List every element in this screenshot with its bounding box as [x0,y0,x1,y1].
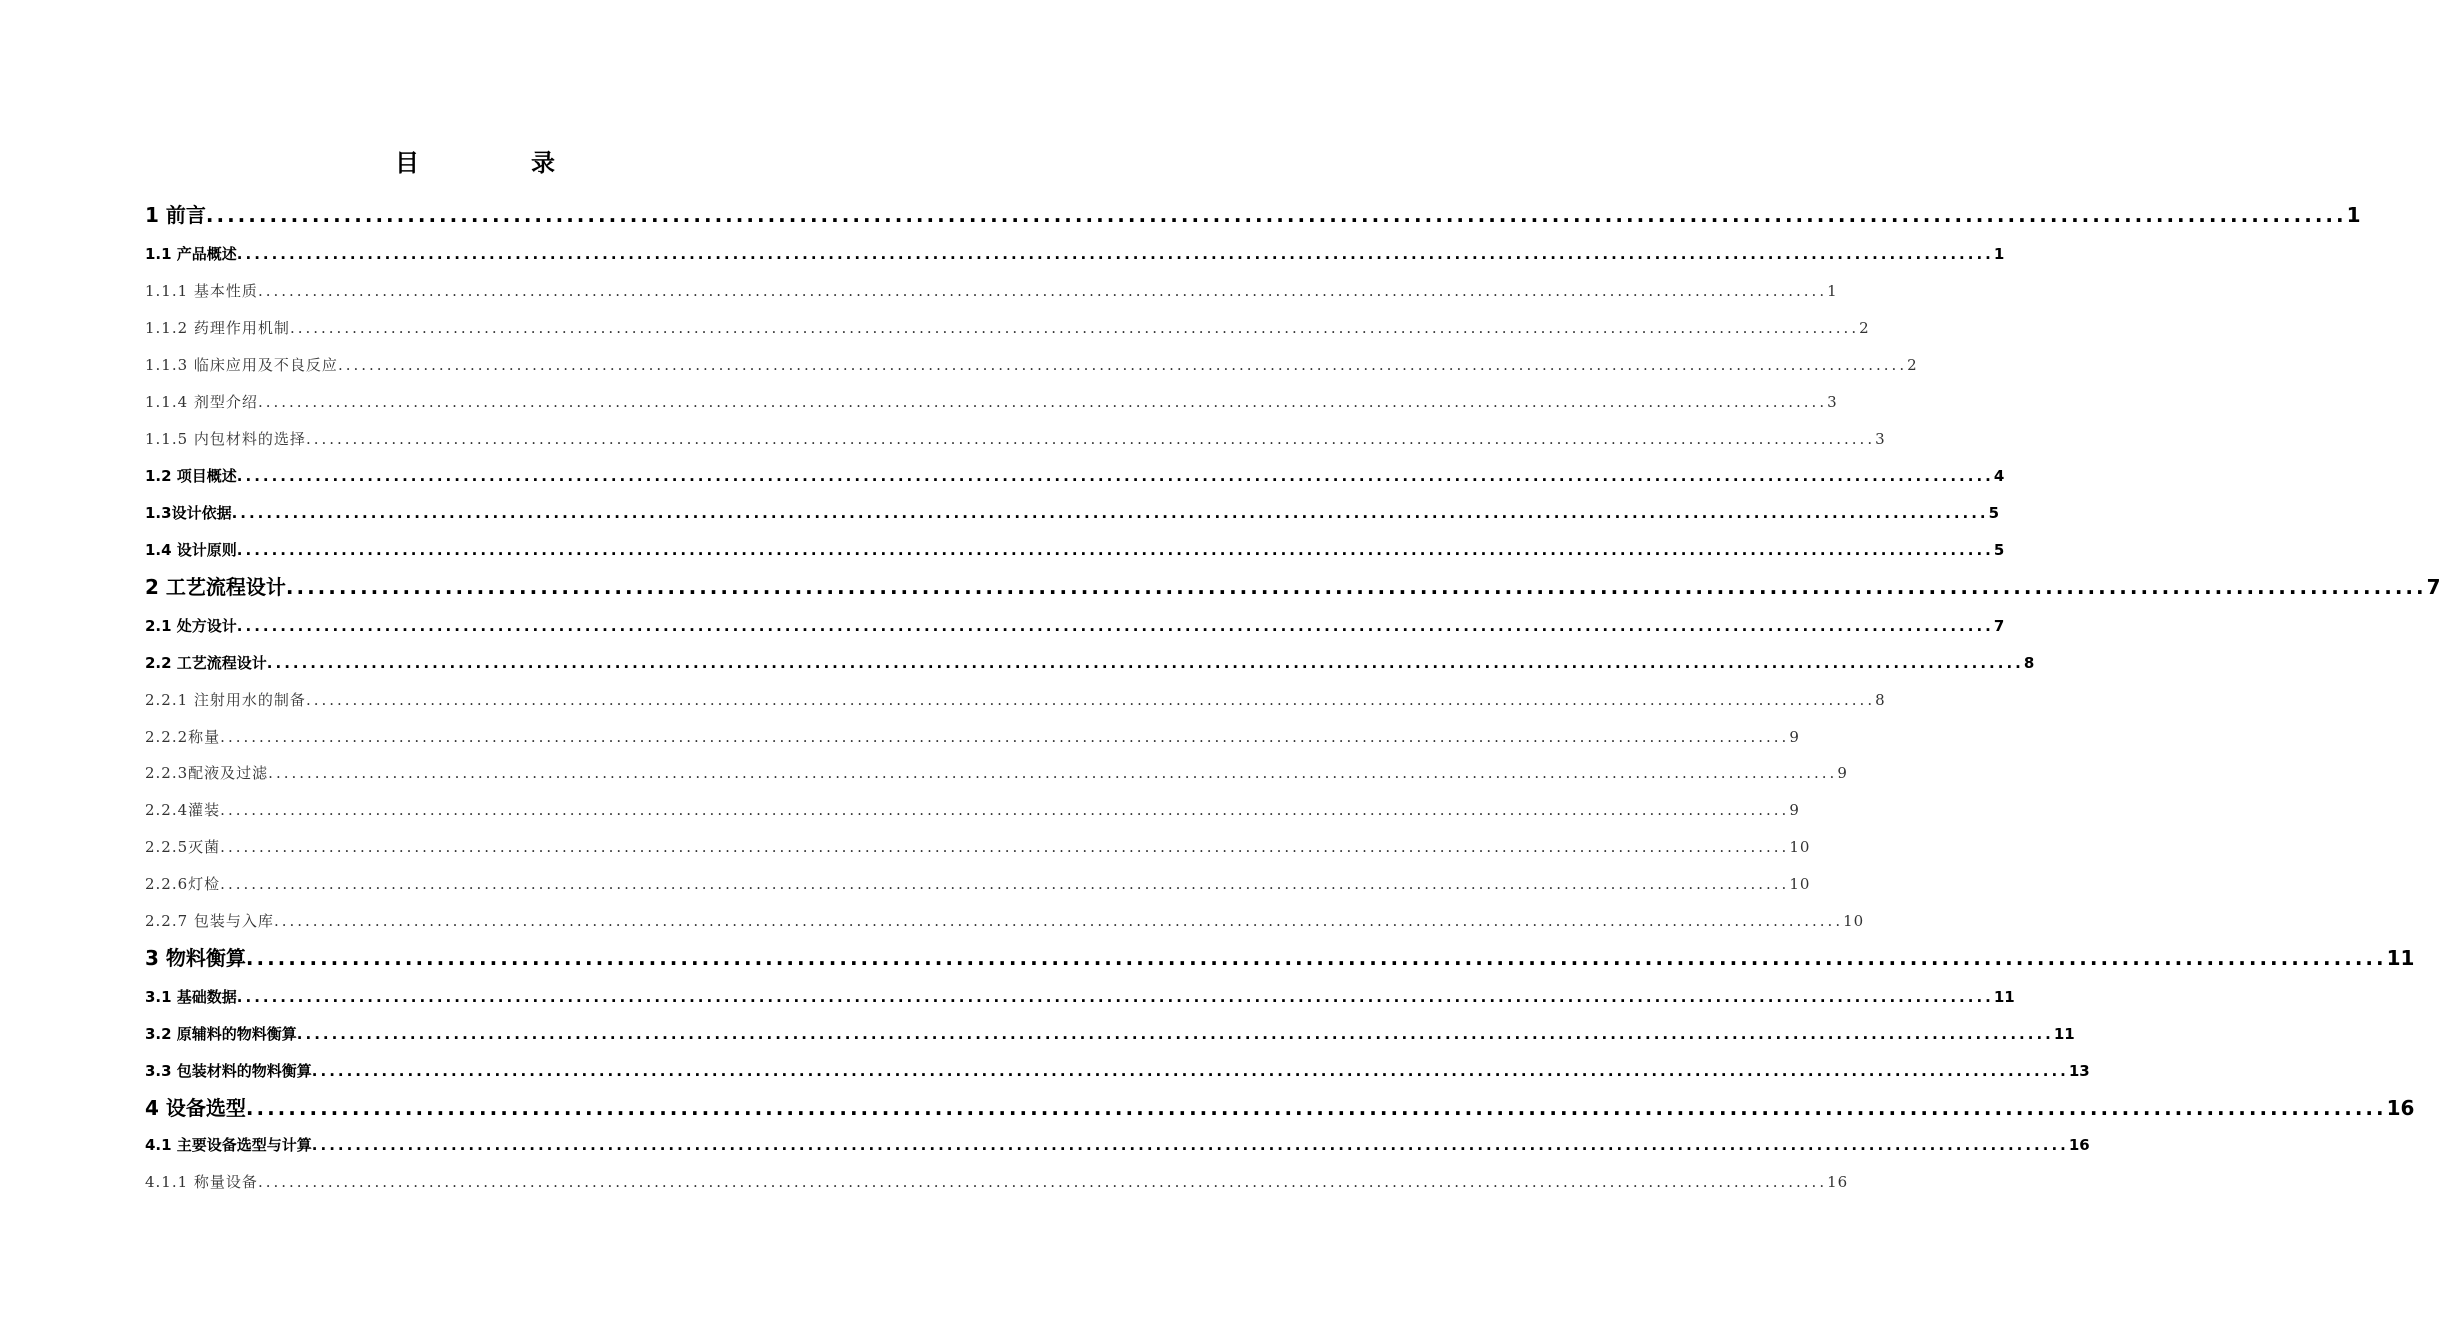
toc-leader-dots: .......................................................................................................................................................................................................... [236,245,1994,263]
toc-entry-page-number: 16 [2068,1136,2090,1154]
toc-entry-level-3[interactable] [145,724,1800,750]
toc-entry-label: 4.1.1 称量设备 [145,1173,258,1191]
toc-entry-label: 3.3 包装材料的物料衡算 [145,1062,312,1080]
toc-entry-level-3[interactable] [145,352,1918,378]
toc-entry-label: 2.2.4灌装 [145,801,221,819]
toc-entry-page-number: 3 [1875,430,1886,448]
toc-entry-label: 4.1 主要设备选型与计算 [145,1136,312,1154]
toc-entry-page-number: 5 [1988,504,2000,522]
toc-leader-dots: .......................................................................................................................................................................................................... [311,1062,2069,1080]
toc-leader-dots: .......................................................................................................................................................................................................... [305,430,1876,448]
toc-leader-dots: .......................................................................................................................................................................................................... [245,946,2387,970]
toc-entry-label: 2.2.1 注射用水的制备 [145,691,306,709]
toc-leader-dots: .......................................................................................................................................................................................................... [285,575,2427,599]
toc-leader-dots: .......................................................................................................................................................................................................... [305,691,1876,709]
toc-entry-label: 1 前言 [145,203,206,227]
toc-entry-level-2[interactable] [145,1132,2090,1158]
toc-leader-dots: .......................................................................................................................................................................................................... [311,1136,2069,1154]
toc-entry-label: 1.2 项目概述 [145,467,237,485]
toc-leader-dots: .......................................................................................................................................................................................................... [236,988,1994,1006]
toc-entry-page-number: 2 [1907,356,1918,374]
toc-entry-level-2[interactable] [145,537,2005,563]
toc-entry-page-number: 7 [2426,575,2441,599]
toc-leader-dots: .......................................................................................................................................................................................................... [236,541,1994,559]
toc-entry-page-number: 10 [1789,875,1811,893]
toc-entry-level-1[interactable] [145,200,2361,230]
toc-entry-page-number: 8 [1875,691,1886,709]
toc-entry-page-number: 7 [1993,617,2005,635]
toc-leader-dots: .......................................................................................................................................................................................................... [273,912,1844,930]
toc-entry-page-number: 1 [1827,282,1838,300]
toc-leader-dots: .......................................................................................................................................................................................................... [220,801,1790,819]
toc-leader-dots: .......................................................................................................................................................................................................... [236,617,1994,635]
toc-entry-label: 2.2.7 包装与入库 [145,912,274,930]
toc-entry-level-2[interactable] [145,1021,2075,1047]
toc-entry-page-number: 10 [1843,912,1865,930]
toc-entry-label: 1.1.1 基本性质 [145,282,258,300]
toc-entry-level-3[interactable] [145,797,1800,823]
toc-entry-label: 2.2.3配液及过滤 [145,764,269,782]
toc-entry-level-1[interactable] [145,1093,2415,1123]
toc-leader-dots: .......................................................................................................................................................................................................... [220,838,1790,856]
toc-entry-level-3[interactable] [145,687,1886,713]
toc-entry-label: 1.1.3 临床应用及不良反应 [145,356,338,374]
toc-leader-dots: .......................................................................................................................................................................................................... [245,1096,2387,1120]
toc-entry-page-number: 10 [1789,838,1811,856]
toc-entry-label: 3.2 原辅料的物料衡算 [145,1025,297,1043]
toc-entry-page-number: 8 [2023,654,2035,672]
toc-entry-level-3[interactable] [145,760,1848,786]
toc-entry-label: 2.1 处方设计 [145,617,237,635]
toc-entry-label: 3 物料衡算 [145,946,246,970]
toc-entry-label: 4 设备选型 [145,1096,246,1120]
toc-entry-level-3[interactable] [145,834,1811,860]
toc-entry-label: 2.2.5灭菌 [145,838,221,856]
toc-leader-dots: .......................................................................................................................................................................................................... [220,728,1790,746]
toc-leader-dots: .......................................................................................................................................................................................................... [337,356,1908,374]
toc-entry-label: 2.2 工艺流程设计 [145,654,267,672]
toc-entry-level-2[interactable] [145,1058,2090,1084]
toc-entry-label: 1.3设计依据 [145,504,232,522]
toc-entry-label: 1.1.2 药理作用机制 [145,319,290,337]
toc-entry-page-number: 1 [2346,203,2361,227]
toc-leader-dots: .......................................................................................................................................................................................................... [236,467,1994,485]
toc-entry-label: 1.4 设计原则 [145,541,237,559]
toc-entry-page-number: 9 [1837,764,1848,782]
toc-entry-level-3[interactable] [145,426,1886,452]
toc-entry-page-number: 11 [2386,946,2415,970]
toc-entry-level-1[interactable] [145,943,2415,973]
toc-entry-label: 2.2.6灯检 [145,875,221,893]
toc-leader-dots: .......................................................................................................................................................................................................... [257,393,1828,411]
toc-leader-dots: .......................................................................................................................................................................................................... [296,1025,2054,1043]
toc-entry-page-number: 5 [1993,541,2005,559]
toc-entry-page-number: 16 [1827,1173,1849,1191]
toc-entry-label: 1.1.5 内包材料的选择 [145,430,306,448]
toc-leader-dots: .......................................................................................................................................................................................................... [205,203,2347,227]
toc-entry-level-2[interactable] [145,241,2005,267]
toc-entry-level-1[interactable] [145,572,2441,602]
toc-entry-page-number: 9 [1789,728,1800,746]
page-title: 目 录 [395,149,599,177]
toc-entry-label: 3.1 基础数据 [145,988,237,1006]
toc-leader-dots: .......................................................................................................................................................................................................... [257,282,1828,300]
toc-entry-level-2[interactable] [145,984,2015,1010]
toc-entry-level-3[interactable] [145,389,1838,415]
toc-entry-label: 2 工艺流程设计 [145,575,286,599]
toc-entry-page-number: 13 [2068,1062,2090,1080]
toc-entry-level-3[interactable] [145,871,1811,897]
toc-entry-label: 1.1.4 剂型介绍 [145,393,258,411]
toc-entry-page-number: 9 [1789,801,1800,819]
toc-entry-level-2[interactable] [145,463,2005,489]
toc-entry-level-3[interactable] [145,1169,1849,1195]
toc-entry-page-number: 11 [2053,1025,2075,1043]
toc-entry-level-2[interactable] [145,613,2005,639]
toc-leader-dots: .......................................................................................................................................................................................................... [289,319,1860,337]
toc-leader-dots: .......................................................................................................................................................................................................... [220,875,1790,893]
toc-leader-dots: .......................................................................................................................................................................................................... [231,504,1989,522]
toc-entry-level-2[interactable] [145,500,2000,526]
toc-leader-dots: .......................................................................................................................................................................................................... [266,654,2024,672]
toc-leader-dots: .......................................................................................................................................................................................................... [268,764,1838,782]
toc-entry-page-number: 16 [2386,1096,2415,1120]
toc-entry-level-3[interactable] [145,908,1865,934]
toc-entry-level-3[interactable] [145,278,1838,304]
toc-entry-page-number: 3 [1827,393,1838,411]
toc-entry-level-2[interactable] [145,650,2035,676]
toc-entry-level-3[interactable] [145,315,1870,341]
toc-entry-page-number: 2 [1859,319,1870,337]
toc-entry-page-number: 1 [1993,245,2005,263]
toc-leader-dots: .......................................................................................................................................................................................................... [257,1173,1828,1191]
toc-entry-page-number: 11 [1993,988,2015,1006]
toc-entry-page-number: 4 [1993,467,2005,485]
toc-entry-label: 1.1 产品概述 [145,245,237,263]
toc-entry-label: 2.2.2称量 [145,728,221,746]
